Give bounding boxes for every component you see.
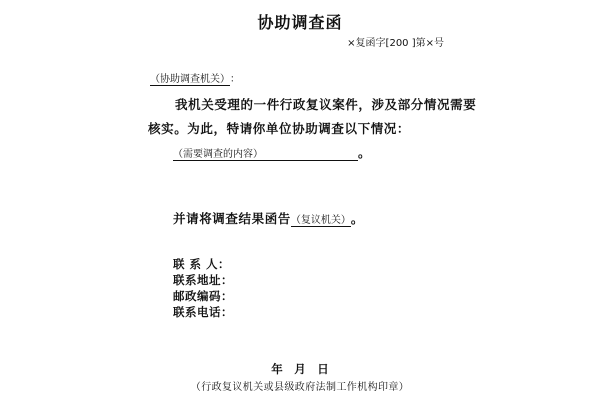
seal-note: （行政复议机关或县级政府法制工作机构印章） xyxy=(190,382,410,393)
content-line xyxy=(173,142,371,161)
date-line: 年 月 日 xyxy=(271,362,329,376)
content-suffix: 。 xyxy=(358,145,372,160)
phone-label: 联系电话： xyxy=(173,305,233,319)
addressee-suffix: ： xyxy=(230,74,240,85)
paragraph-line-1: 我机关受理的一件行政复议案件，涉及部分情况需要 xyxy=(175,97,477,112)
postal-code-label: 邮政编码： xyxy=(173,289,233,303)
addressee-line xyxy=(150,67,240,86)
request-line xyxy=(173,208,364,227)
paragraph-line-2: 核实。为此，特请你单位协助调查以下情况： xyxy=(148,121,411,136)
contact-name-label: 联 系 人： xyxy=(173,257,231,271)
request-placeholder: （复议机关） xyxy=(291,211,351,227)
document-title: 协助调查函 xyxy=(257,13,343,32)
request-suffix: 。 xyxy=(350,211,365,226)
content-placeholder: （需要调查的内容） xyxy=(173,145,358,161)
document-number: ×复函字[200 ]第×号 xyxy=(347,38,444,49)
contact-address-label: 联系地址： xyxy=(173,273,233,287)
addressee-placeholder: （协助调查机关） xyxy=(150,70,230,86)
request-prefix: 并请将调查结果函告 xyxy=(173,211,291,226)
